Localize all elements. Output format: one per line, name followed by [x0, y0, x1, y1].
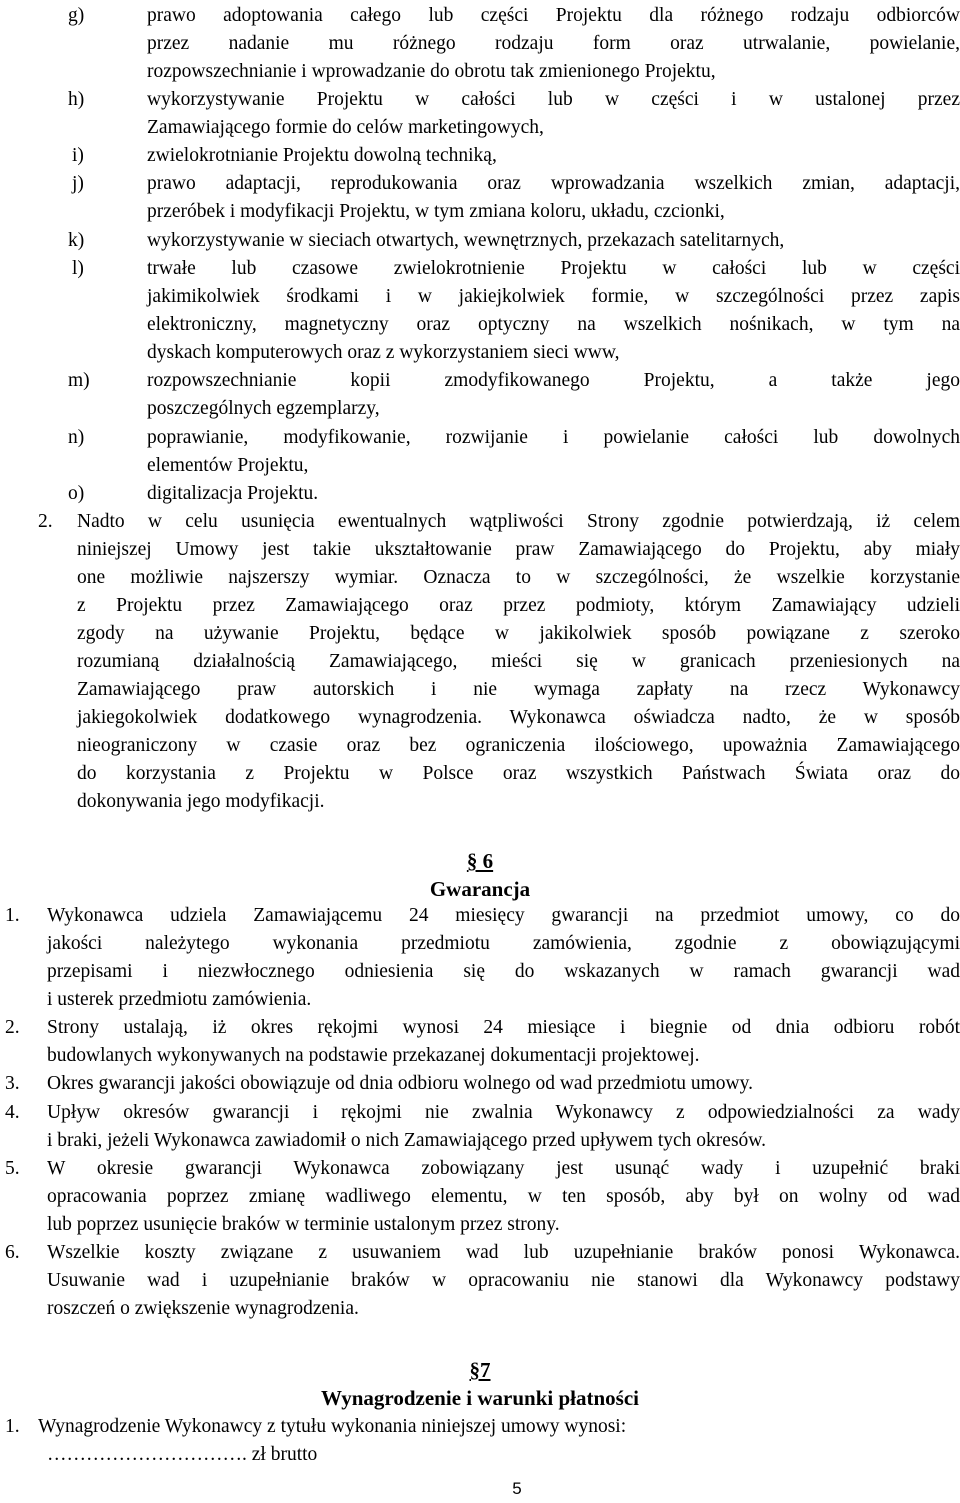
point-2-line-9: nieograniczony w czasie oraz bez ograniczenia ilościowego, upoważnia Zamawiającego — [77, 735, 960, 756]
section-7-number: §7 — [469, 1358, 491, 1382]
page-number: 5 — [512, 1479, 522, 1498]
point-2-line-7: Zamawiającego praw autorskich i nie wymaga zapłaty na rzecz Wykonawcy — [77, 679, 960, 700]
s6-item-6-line-1: Wszelkie koszty związane z usuwaniem wad lub uzupełnianie braków ponosi Wykonawca. — [47, 1242, 960, 1263]
list-item-l-line-1: trwałe lub czasowe zwielokrotnienie Projektu w całości lub w części — [147, 258, 960, 279]
list-item-l-line-2: jakimikolwiek środkami i w jakiejkolwiek formie, w szczególności przez zapis — [147, 286, 960, 307]
s6-item-3-label: 3. — [5, 1073, 20, 1094]
list-label-h: h) — [68, 89, 85, 110]
list-item-n-line-2: elementów Projektu, — [147, 455, 309, 476]
list-label-i: i) — [72, 145, 84, 166]
s7-item-1-line-2: …………………………. zł brutto — [47, 1444, 318, 1465]
point-2-line-2: niniejszej Umowy jest takie ukształtowanie praw Zamawiającego do Projektu, aby miały — [77, 539, 960, 560]
list-label-l: l) — [72, 258, 84, 279]
list-label-j: j) — [72, 173, 84, 194]
point-2-line-4: z Projektu przez Zamawiającego oraz przez podmioty, którym Zamawiający udzieli — [77, 595, 960, 616]
point-2-line-10: do korzystania z Projektu w Polsce oraz wszystkich Państwach Świata oraz do — [77, 763, 960, 784]
s6-item-6-line-3: roszczeń o zwiększenie wynagrodzenia. — [47, 1298, 359, 1319]
list-item-h-line-2: Zamawiającego formie do celów marketingowych, — [147, 117, 544, 138]
point-2-line-1: Nadto w celu usunięcia ewentualnych wątpliwości Strony zgodnie potwierdzają, iż celem — [77, 511, 960, 532]
s6-item-2-line-2: budowlanych wykonywanych na podstawie przekazanej dokumentacji projektowej. — [47, 1045, 700, 1066]
s6-item-1-label: 1. — [5, 905, 20, 926]
list-label-m: m) — [68, 370, 90, 391]
point-2-line-6: rozumianą działalnością Zamawiającego, mieści się w granicach przeniesionych na — [77, 651, 960, 672]
list-label-k: k) — [68, 230, 85, 251]
s6-item-4-line-1: Upływ okresów gwarancji i rękojmi nie zwalnia Wykonawcy z odpowiedzialności za wady — [47, 1102, 960, 1123]
list-item-m-line-1: rozpowszechnianie kopii zmodyfikowanego Projektu, a także jego — [147, 370, 960, 391]
s6-item-2-label: 2. — [5, 1017, 20, 1038]
s7-item-1-label: 1. — [5, 1416, 20, 1437]
point-2-line-3: one możliwie najszerszy wymiar. Oznacza to w szczególności, że wszelkie korzystanie — [77, 567, 960, 588]
s6-item-5-line-3: lub poprzez usunięcie braków w terminie ustalonym przez strony. — [47, 1214, 560, 1235]
point-2-line-8: jakiegokolwiek dodatkowego wynagrodzenia. Wykonawca oświadcza nadto, że w sposób — [77, 707, 960, 728]
list-label-g: g) — [68, 5, 85, 26]
s6-item-4-line-2: i braki, jeżeli Wykonawca zawiadomił o nich Zamawiającego przed upływem tych okresów. — [47, 1130, 766, 1151]
s6-item-5-label: 5. — [5, 1158, 20, 1179]
list-label-n: n) — [68, 427, 85, 448]
s6-item-6-label: 6. — [5, 1242, 20, 1263]
s6-item-1-line-3: przepisami i niezwłocznego odniesienia się do wskazanych w ramach gwarancji wad — [47, 961, 960, 982]
s6-item-1-line-1: Wykonawca udziela Zamawiającemu 24 miesięcy gwarancji na przedmiot umowy, co do — [47, 905, 960, 926]
section-6-title: Gwarancja — [429, 877, 531, 901]
list-item-i-line-1: zwielokrotnianie Projektu dowolną techniką, — [147, 145, 497, 166]
list-item-n-line-1: poprawianie, modyfikowanie, rozwijanie i powielanie całości lub dowolnych — [147, 427, 960, 448]
s7-item-1-line-1: Wynagrodzenie Wykonawcy z tytułu wykonania niniejszej umowy wynosi: — [38, 1416, 627, 1437]
point-2-label: 2. — [38, 511, 53, 532]
point-2-line-11: dokonywania jego modyfikacji. — [77, 791, 325, 812]
list-item-l-line-4: dyskach komputerowych oraz z wykorzystaniem sieci www, — [147, 342, 620, 363]
s6-item-1-line-4: i usterek przedmiotu zamówienia. — [47, 989, 312, 1010]
s6-item-5-line-1: W okresie gwarancji Wykonawca zobowiązany jest usunąć wady i uzupełnić braki — [47, 1158, 960, 1179]
section-7-title: Wynagrodzenie i warunki płatności — [321, 1386, 639, 1410]
s6-item-2-line-1: Strony ustalają, iż okres rękojmi wynosi 24 miesiące i biegnie od dnia odbioru robót — [47, 1017, 960, 1038]
list-item-l-line-3: elektroniczny, magnetyczny oraz optyczny na wszelkich nośnikach, w tym na — [147, 314, 960, 335]
list-item-h-line-1: wykorzystywanie Projektu w całości lub w części i w ustalonej przez — [147, 89, 960, 110]
section-6-number: § 6 — [466, 849, 494, 873]
point-2-line-5: zgody na używanie Projektu, będące w jakikolwiek sposób powiązane z szeroko — [77, 623, 960, 644]
list-item-g-line-3: rozpowszechnianie i wprowadzanie do obrotu tak zmienionego Projektu, — [147, 61, 716, 82]
list-item-j-line-2: przeróbek i modyfikacji Projektu, w tym zmiana koloru, układu, czcionki, — [147, 201, 725, 222]
list-item-m-line-2: poszczególnych egzemplarzy, — [147, 398, 380, 419]
list-item-k-line-1: wykorzystywanie w sieciach otwartych, wewnętrznych, przekazach satelitarnych, — [147, 230, 785, 251]
list-label-o: o) — [68, 483, 85, 504]
list-item-j-line-1: prawo adaptacji, reprodukowania oraz wprowadzania wszelkich zmian, adaptacji, — [147, 173, 960, 194]
s6-item-6-line-2: Usuwanie wad i uzupełnianie braków w opracowaniu nie stanowi dla Wykonawcy podstawy — [47, 1270, 960, 1291]
list-item-o-line-1: digitalizacja Projektu. — [147, 483, 319, 504]
s6-item-3-line-1: Okres gwarancji jakości obowiązuje od dnia odbioru wolnego od wad przedmiotu umowy. — [47, 1073, 753, 1094]
list-item-g-line-1: prawo adoptowania całego lub części Projektu dla różnego rodzaju odbiorców — [147, 5, 960, 26]
s6-item-4-label: 4. — [5, 1102, 20, 1123]
s6-item-5-line-2: opracowania poprzez zmianę wadliwego elementu, w ten sposób, aby był on wolny od wad — [47, 1186, 960, 1207]
s6-item-1-line-2: jakości należytego wykonania przedmiotu zamówienia, zgodnie z obowiązującymi — [47, 933, 960, 954]
list-item-g-line-2: przez nadanie mu różnego rodzaju form oraz utrwalanie, powielanie, — [147, 33, 960, 54]
